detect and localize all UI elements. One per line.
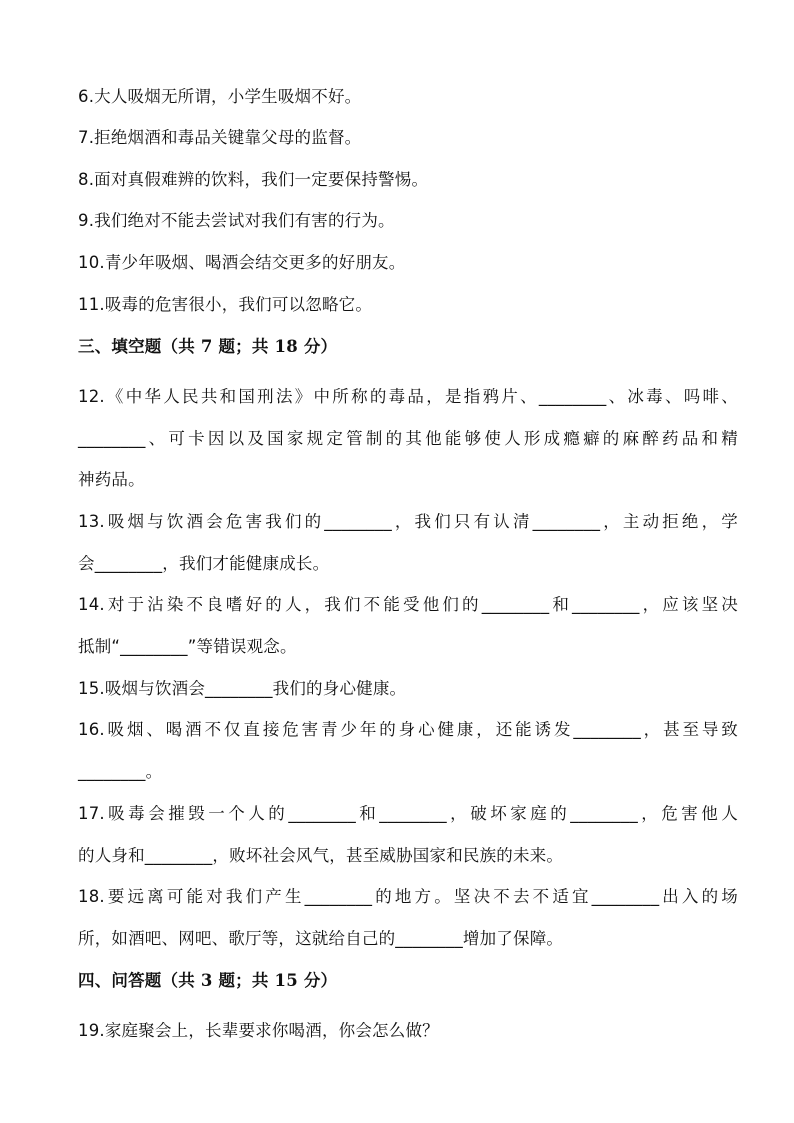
question-11: 11.吸毒的危害很小，我们可以忽略它。 [78, 295, 373, 314]
question-19: 19.家庭聚会上，长辈要求你喝酒，你会怎么做？ [78, 1021, 439, 1040]
question-16-line-2: ________。 [78, 762, 163, 781]
question-14-line-2: 抵制“________”等错误观念。 [78, 637, 297, 656]
question-16-line-1: 16.吸烟、喝酒不仅直接危害青少年的身心健康，还能诱发________，甚至导致 [78, 720, 738, 739]
question-7: 7.拒绝烟酒和毒品关键靠父母的监督。 [78, 128, 362, 147]
question-13-line-2: 会________，我们才能健康成长。 [78, 554, 330, 573]
question-10: 10.青少年吸烟、喝酒会结交更多的好朋友。 [78, 253, 406, 272]
question-12-line-2: ________、可卡因以及国家规定管制的其他能够使人形成瘾癖的麻醉药品和精 [78, 429, 738, 448]
section-3-heading: 三、填空题（共 7 题；共 18 分） [78, 337, 338, 356]
question-8: 8.面对真假难辨的饮料，我们一定要保持警惕。 [78, 170, 429, 189]
question-18-line-2: 所，如酒吧、网吧、歌厅等，这就给自己的________增加了保障。 [78, 929, 564, 948]
question-6: 6.大人吸烟无所谓，小学生吸烟不好。 [78, 87, 362, 106]
question-13-line-1: 13.吸烟与饮酒会危害我们的________，我们只有认清________，主动拒绝，学 [78, 512, 738, 531]
question-18-line-1: 18.要远离可能对我们产生________的地方。坚决不去不适宜________出入的场 [78, 887, 738, 906]
question-14-line-1: 14.对于沾染不良嗜好的人，我们不能受他们的________和________，应该坚决 [78, 595, 738, 614]
question-17-line-1: 17.吸毒会摧毁一个人的________和________，破坏家庭的________，危害他人 [78, 804, 738, 823]
question-12-line-3: 神药品。 [78, 470, 145, 489]
section-4-heading: 四、问答题（共 3 题；共 15 分） [78, 971, 338, 990]
question-9: 9.我们绝对不能去尝试对我们有害的行为。 [78, 211, 395, 230]
question-12-line-1: 12.《中华人民共和国刑法》中所称的毒品，是指鸦片、________、冰毒、吗啡、 [78, 387, 738, 406]
question-15: 15.吸烟与饮酒会________我们的身心健康。 [78, 679, 407, 698]
question-17-line-2: 的人身和________，败坏社会风气，甚至威胁国家和民族的未来。 [78, 846, 564, 865]
